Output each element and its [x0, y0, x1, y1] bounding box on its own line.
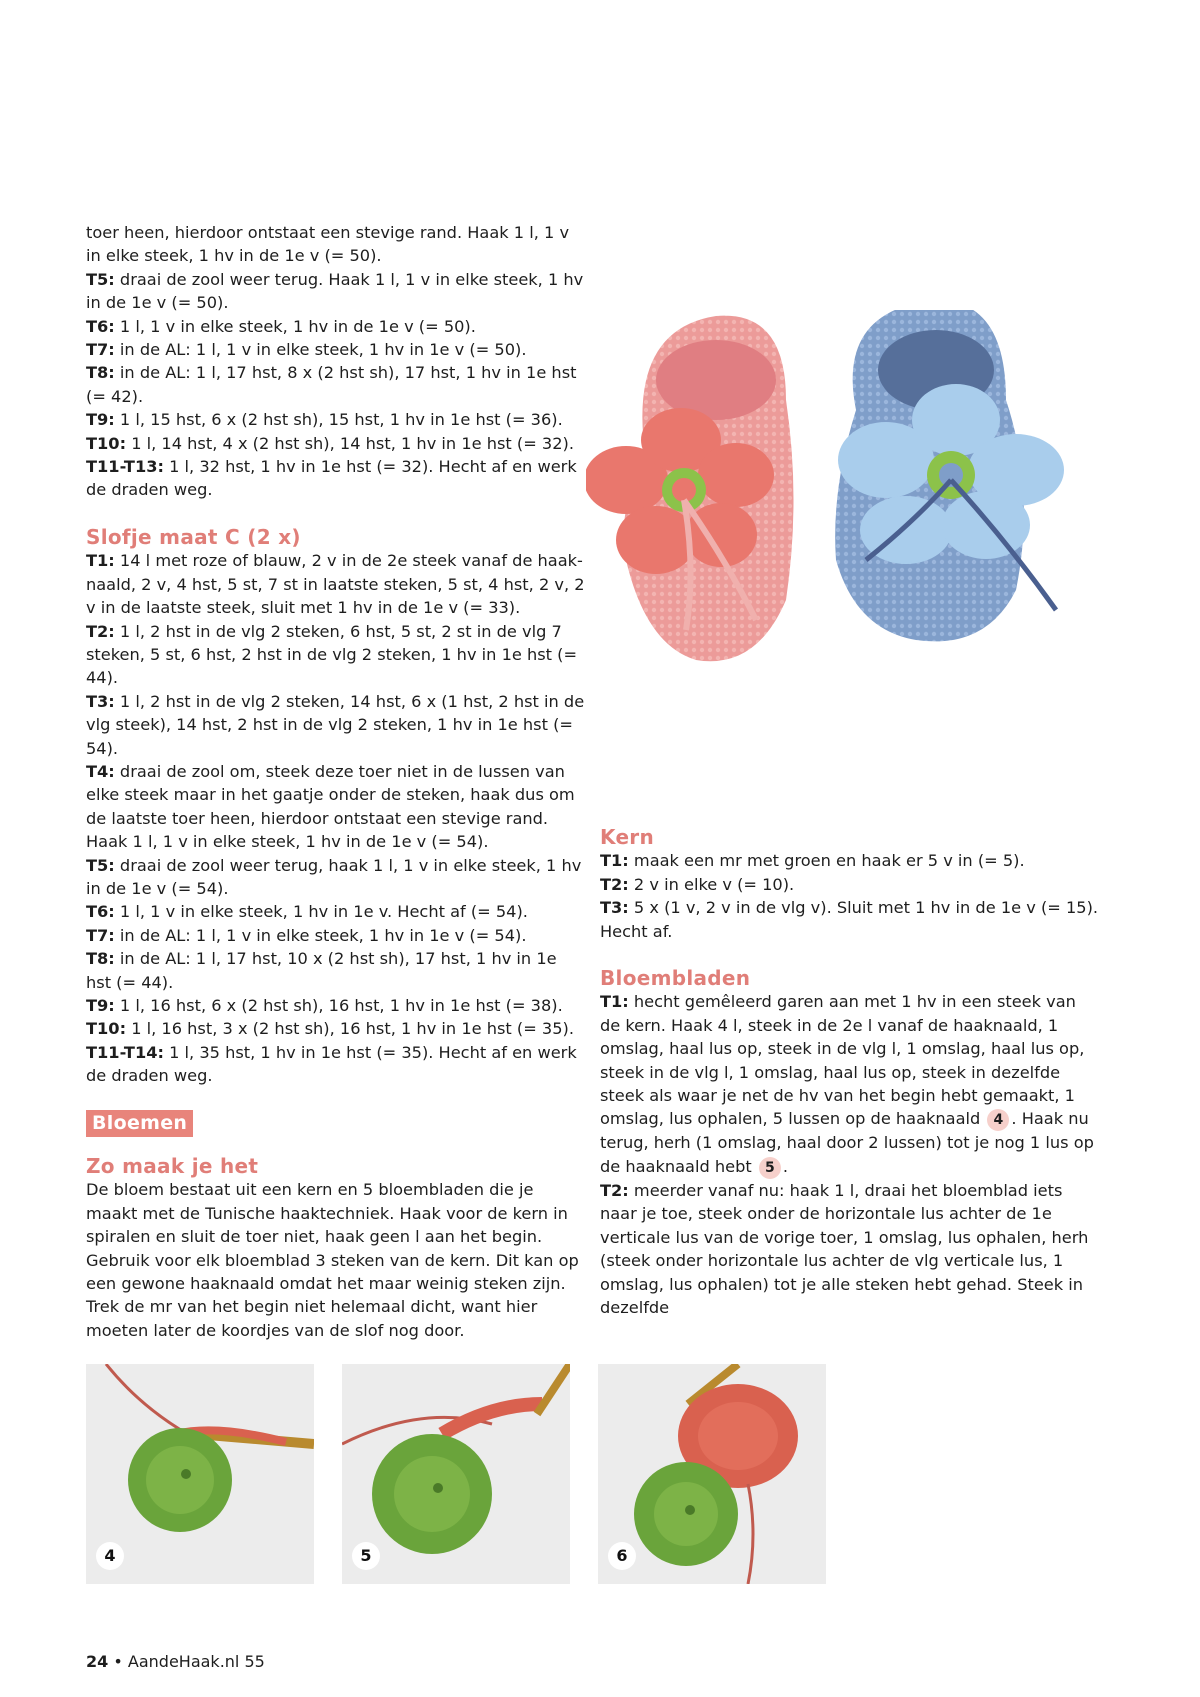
kern-rows — [600, 849, 1100, 943]
row: T10: 1 l, 16 hst, 3 x (2 hst sh), 16 hst, 1 hv in 1e hst (= 35). — [86, 1019, 574, 1039]
right-column — [600, 826, 1100, 1319]
row: T11-T14: 1 l, 35 hst, 1 hv in 1e hst (= 35). Hecht af en werk de draden weg. — [86, 1042, 577, 1086]
row: T9: 1 l, 16 hst, 6 x (2 hst sh), 16 hst, 1 hv in 1e hst (= 38). — [86, 996, 563, 1015]
left-column — [86, 221, 586, 1342]
row: T11-T13: 1 l, 32 hst, 1 hv in 1e hst (= 32). Hecht af en werk de draden weg. — [86, 457, 577, 500]
row: T3: 5 x (1 v, 2 v in de vlg v). Sluit met 1 hv in de 1e v (= 15). Hecht af. — [600, 898, 1099, 941]
row: T5: draai de zool weer terug. Haak 1 l, 1 v in elke steek, 1 hv in de 1e v (= 50). — [86, 269, 584, 313]
row: T9: 1 l, 15 hst, 6 x (2 hst sh), 15 hst, 1 hv in 1e hst (= 36). — [86, 410, 563, 430]
step-number: 4 — [96, 1542, 124, 1570]
intro-rows — [86, 221, 586, 502]
page-footer — [86, 1652, 265, 1671]
pink-slipper — [586, 316, 794, 662]
row: T6: 1 l, 1 v in elke steek, 1 hv in de 1e v (= 50). — [86, 316, 476, 336]
bloembladen-heading: Bloembladen — [600, 966, 751, 991]
page-number: 24 — [86, 1652, 109, 1671]
step-photo-4 — [86, 1364, 314, 1584]
bloemen-section-tag: Bloemen — [86, 1110, 193, 1137]
zo-maak-heading: Zo maak je het — [86, 1154, 259, 1179]
slippers-photo — [586, 310, 1120, 704]
kern-heading: Kern — [600, 825, 655, 849]
row: T7: in de AL: 1 l, 1 v in elke steek, 1 hv in 1e v (= 54). — [86, 925, 527, 945]
row: T4: draai de zool om, steek deze toer niet in de lussen van elke steek maar in het gaatje onder de steken, haak dus om de laatste toer heen, hierdoor ontstaat een stevige rand. Haak 1 l, 1 v in elke steek, 1 hv in de 1e v (= 54). — [86, 761, 575, 852]
slippers-illustration — [586, 310, 1120, 704]
zo-maak-text: De bloem bestaat uit een kern en 5 bloembladen die je maakt met de Tunische haaktechniek. Haak voor de kern in spiralen en sluit de toer niet, haak geen l aan het begin. Gebruik voor elk bloemblad 3 steken van de kern. Dit kan op een gewone haaknaald omdat het maar weinig steken zijn. Trek de mr van het begin niet helemaal dicht, want hier moeten later de koordjes van de slof nog door. — [86, 1180, 579, 1340]
row: T8: in de AL: 1 l, 17 hst, 8 x (2 hst sh), 17 hst, 1 hv in 1e hst (= 42). — [86, 363, 577, 406]
step-photo-6 — [598, 1364, 826, 1584]
slofje-rows — [86, 549, 586, 1087]
row: T2: 2 v in elke v (= 10). — [600, 874, 795, 894]
row: T3: 1 l, 2 hst in de vlg 2 steken, 14 hst, 6 x (1 hst, 2 hst in de vlg steek), 14 hst, 2 hst in de vlg 2 steken, 1 hv in 1e hst (= 54). — [86, 691, 585, 758]
row: T8: in de AL: 1 l, 17 hst, 10 x (2 hst sh), 17 hst, 1 hv in 1e hst (= 44). — [86, 949, 557, 992]
footer-source: AandeHaak.nl 55 — [127, 1652, 265, 1671]
step-number: 6 — [608, 1542, 636, 1570]
row: T2: 1 l, 2 hst in de vlg 2 steken, 6 hst, 5 st, 2 st in de vlg 7 steken, 5 st, 6 hst, 2 hst in de vlg 2 steken, 1 hv in 1e hst (= 44). — [86, 621, 578, 688]
row: T1: maak een mr met groen en haak er 5 v in (= 5). — [600, 851, 1025, 871]
row: T6: 1 l, 1 v in elke steek, 1 hv in 1e v. Hecht af (= 54). — [86, 902, 528, 922]
step-badge: 5 — [759, 1157, 781, 1179]
blue-slipper — [835, 310, 1064, 641]
bloembladen-t1: T1: hecht gemêleerd garen aan met 1 hv in een steek van de kern. Haak 4 l, steek in de 2e l vanaf de haaknaald, 1 omslag, haal lus op, steek in de vlg l, 1 omslag, haal lus op, steek in de vlg l, 1 omslag, haal lus op, steek in dezelfde steek als waar je net de hv van het begin hebt gemaakt, 1 omslag, lus ophalen, 5 lussen op de haaknaald 4 . Haak nu terug, herh (1 omslag, haal door 2 lussen) tot je nog 1 lus op de haaknaald hebt 5 . — [600, 990, 1100, 1178]
row: T1: 14 l met roze of blauw, 2 v in de 2e steek vanaf de haaknaald, 2 v, 4 hst, 5 st, 7 st in laatste steken, 5 st, 4 hst, 2 v, 2 v in de laatste steek, sluit met 1 hv in de 1e v (= 33). — [86, 551, 585, 618]
row: T7: in de AL: 1 l, 1 v in elke steek, 1 hv in 1e v (= 50). — [86, 340, 527, 360]
row: T10: 1 l, 14 hst, 4 x (2 hst sh), 14 hst, 1 hv in 1e hst (= 32). — [86, 433, 574, 453]
footer-bullet: • — [113, 1652, 123, 1671]
step-photo-5 — [342, 1364, 570, 1584]
bloembladen-t2: T2: meerder vanaf nu: haak 1 l, draai het bloemblad iets naar je toe, steek onder de horizontale lus achter de 1e verticale lus van de vorige toer, 1 omslag, lus ophalen, herh (steek onder horizontale lus achter de vlg verticale lus, 1 omslag, lus ophalen) tot je alle steken hebt gehad. Steek in dezelfde — [600, 1180, 1089, 1317]
slofje-heading: Slofje maat C (2 x) — [86, 524, 301, 549]
step-badge: 4 — [987, 1109, 1009, 1131]
step-number: 5 — [352, 1542, 380, 1570]
row: T5: draai de zool weer terug, haak 1 l, 1 v in elke steek, 1 hv in de 1e v (= 54). — [86, 855, 582, 898]
row: toer heen, hierdoor ontstaat een stevige rand. Haak 1 l, 1 v in elke steek, 1 hv in de 1e v (= 50). — [86, 223, 570, 266]
